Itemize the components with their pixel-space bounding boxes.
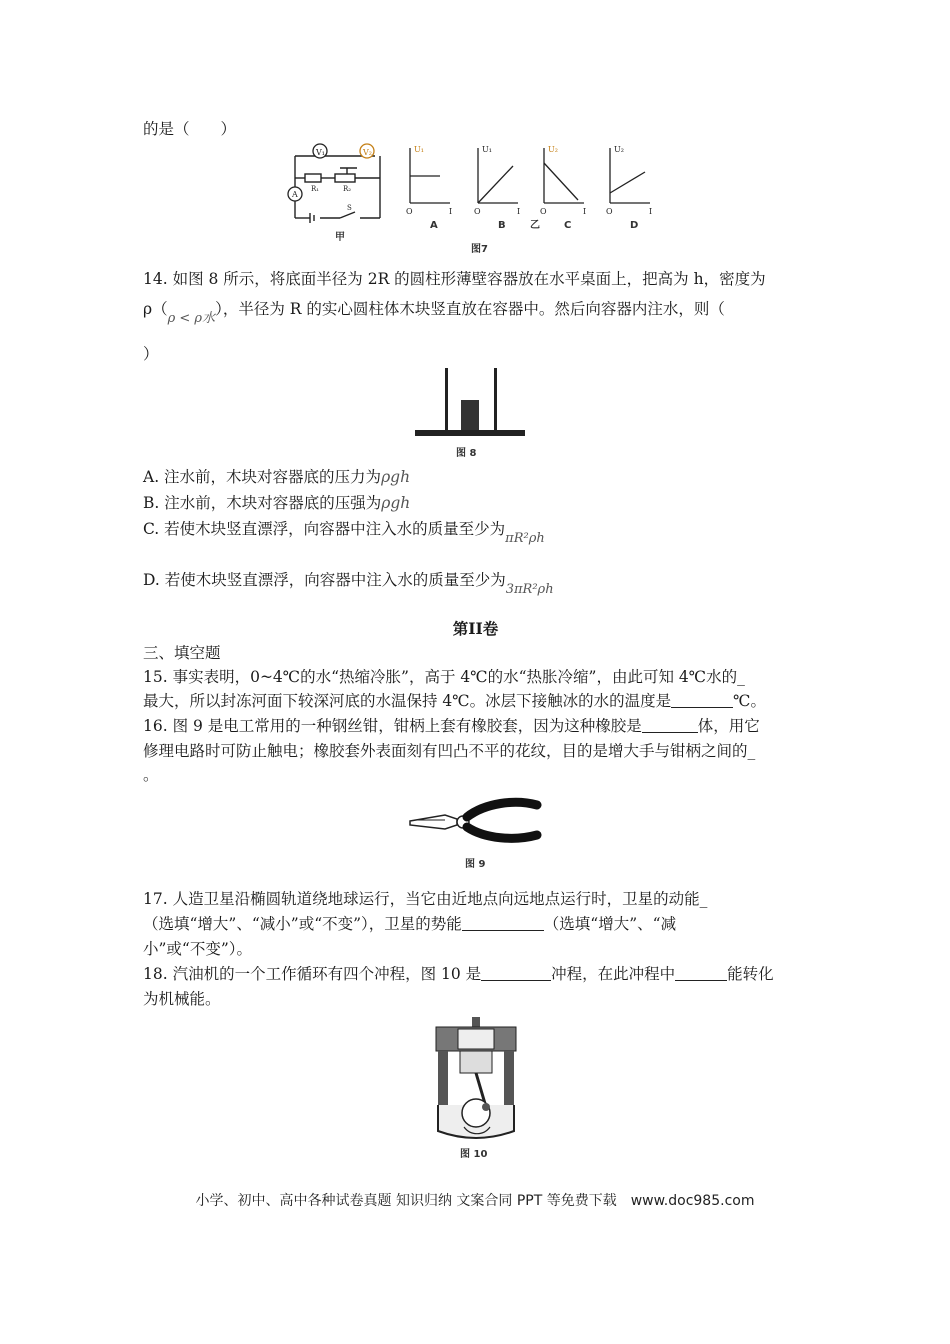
question-15-line-2 [143,690,808,712]
question-17-line-3: 小”或“不变”）。 [143,940,253,958]
table-surface [415,430,525,436]
option-a-formula: ρgh [381,468,411,486]
graph-a-ylabel: U₁ [414,145,424,154]
q16-line-1-text: 16. 图 9 是电工常用的一种钢丝钳，钳柄上套有橡胶套，因为这种橡胶是 [143,717,642,735]
question-18-line-2: 为机械能。 [143,990,221,1008]
graph-b-label: B [498,220,506,231]
q17-blank [462,914,544,931]
q15-line-2-end: ℃。 [733,692,766,710]
question-14-option-d [143,569,808,597]
q18-blank-1 [481,964,551,981]
figure-10 [428,1015,528,1165]
graph-a-label: A [430,220,438,231]
q14-rho-prefix: ρ（ [143,300,168,318]
q18-line-1-end: 能转化 [727,965,774,983]
option-d-formula: 3πR²ρh [505,582,554,597]
graph-d-origin: O [606,207,613,216]
option-b-text: B. 注水前，木块对容器底的压强为 [143,494,382,512]
figure-9 [405,795,550,875]
q15-line-2-text: 最大，所以封冻河面下较深河底的水温保持 4℃。冰层下接触冰的水的温度是 [143,692,672,710]
figure-8-caption: 图 8 [456,448,477,459]
question-14-line-3: ） [143,345,159,363]
section-title: 第II卷 [452,619,499,638]
question-17-line-2 [143,913,808,935]
graph-d-label: D [630,220,639,231]
question-14-line-2 [143,298,808,326]
meter-label-v1: V₁ [316,148,325,157]
pliers-icon [410,802,537,838]
question-17-line-1: 17. 人造卫星沿椭圆轨道绕地球运行，当它由近地点向远地点运行时，卫星的动能_ [143,890,708,908]
option-c-text: C. 若使木块竖直漂浮，向容器中注入水的质量至少为 [143,520,506,538]
container-right-wall [494,368,497,430]
q14-line-2-rest: ），半径为 R 的实心圆柱体木块竖直放在容器中。然后向容器内注水，则（ [215,300,725,318]
figure-7-caption: 图7 [471,244,488,255]
question-14-line-1: 14. 如图 8 所示，将底面半径为 2R 的圆柱形薄壁容器放在水平桌面上，把高为 h，密度为 [143,270,766,288]
q16-blank [642,716,698,733]
container-left-wall [445,368,448,430]
section-three-heading: 三、填空题 [143,644,221,662]
option-b-formula: ρgh [381,494,411,512]
question-14-option-c [143,518,808,546]
meter-label-a: A [292,190,298,199]
graph-c-xlabel: I [583,207,587,216]
resistor-label-r1: R₁ [311,185,320,193]
figure-8 [410,362,530,462]
figure-9-caption: 图 9 [465,859,486,870]
q17-line-2-end: （选填“增大”、“减 [543,915,677,933]
engine-cylinder-icon [436,1017,516,1138]
q17-line-2-text: （选填“增大”、“减小”或“不变”），卫星的势能 [143,915,462,933]
option-d-text: D. 若使木块竖直漂浮，向容器中注入水的质量至少为 [143,571,506,589]
meter-label-v2: V₂ [363,148,372,157]
figure-7 [285,138,675,258]
option-c-formula: πR²ρh [505,531,545,546]
q18-line-1-text: 18. 汽油机的一个工作循环有四个冲程，图 10 是 [143,965,482,983]
circuit-label-jia: 甲 [335,232,345,243]
question-14-option-b [143,492,808,514]
figure-10-caption: 图 10 [460,1149,488,1160]
graph-a-xlabel: I [449,207,453,216]
resistor-label-r2: R₂ [343,185,352,193]
question-14-option-a [143,466,808,488]
graph-c-origin: O [540,207,547,216]
q15-blank [671,691,733,708]
graph-b-origin: O [474,207,481,216]
question-16-line-2: 修理电路时可防止触电；橡胶套外表面刻有凹凸不平的花纹，目的是增大手与钳柄之间的_ [143,742,756,760]
q16-line-1-end: 体，用它 [697,717,760,735]
wood-block [461,400,479,430]
graph-b-xlabel: I [517,207,521,216]
question-16-line-1 [143,715,808,737]
graph-b-ylabel: U₁ [482,145,492,154]
question-16-line-3: 。 [143,766,159,784]
graph-a-origin: O [406,207,413,216]
question-13-tail: 的是（ ） [143,120,237,138]
graph-c-label: C [564,220,572,231]
q14-density-condition: ρ < ρ水 [167,311,216,326]
switch-label: S [347,204,352,212]
q18-line-1-mid: 冲程，在此冲程中 [551,965,676,983]
q18-blank-2 [675,964,727,981]
graph-group-label-yi: 乙 [530,220,540,231]
question-18-line-1 [143,963,808,985]
graph-d-xlabel: I [649,207,653,216]
option-a-text: A. 注水前，木块对容器底的压力为 [143,468,382,486]
page-footer: 小学、初中、高中各种试卷真题 知识归纳 文案合同 PPT 等免费下载 www.doc985.com [195,1193,755,1209]
question-15-line-1: 15. 事实表明，0~4℃的水“热缩冷胀”，高于 4℃的水“热胀冷缩”，由此可知 4℃水的_ [143,668,745,686]
graph-d-ylabel: U₂ [614,145,624,154]
graph-c-ylabel: U₂ [548,145,558,154]
